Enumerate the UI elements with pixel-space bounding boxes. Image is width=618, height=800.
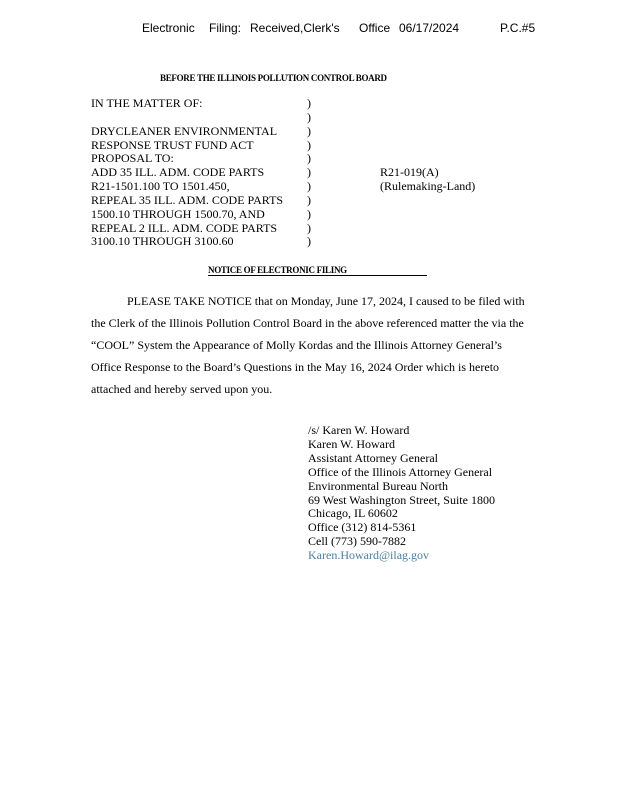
caption-paren: ) — [307, 123, 311, 138]
signer-city: Chicago, IL 60602 — [308, 506, 398, 521]
caption-paren: ) — [307, 179, 311, 194]
paragraph-line: attached and hereby served upon you. — [91, 382, 273, 396]
signer-bureau: Environmental Bureau North — [308, 478, 448, 493]
header-filing: Filing: — [209, 21, 242, 35]
signature-block — [308, 424, 495, 563]
caption-line: 3100.10 THROUGH 3100.60 — [91, 234, 234, 249]
caption-matter — [91, 97, 283, 249]
caption-paren: ) — [307, 192, 311, 207]
signer-office-phone: Office (312) 814-5361 — [308, 520, 417, 535]
paragraph-line: PLEASE TAKE NOTICE that on Monday, June 17, 2024, I caused to be filed with — [127, 294, 525, 308]
docket-type: (Rulemaking-Land) — [380, 178, 476, 193]
caption-docket — [380, 166, 475, 194]
caption-line: REPEAL 35 ILL. ADM. CODE PARTS — [91, 192, 284, 207]
paragraph-line: Office Response to the Board’s Questions in the May 16, 2024 Order which is hereto — [91, 360, 500, 374]
caption-line: ADD 35 ILL. ADM. CODE PARTS — [91, 165, 265, 180]
caption-line — [91, 111, 283, 125]
signature-line: /s/ Karen W. Howard — [308, 423, 410, 437]
signer-street: 69 West Washington Street, Suite 1800 — [308, 492, 495, 507]
caption-line: RESPONSE TRUST FUND ACT — [91, 137, 254, 152]
header-office: Office — [359, 21, 391, 35]
caption-paren: ) — [307, 96, 311, 110]
caption-paren: ) — [307, 109, 311, 124]
caption-line: REPEAL 2 ILL. ADM. CODE PARTS — [91, 220, 278, 235]
paragraph-line: “COOL” System the Appearance of Molly Kordas and the Illinois Attorney General’s — [91, 338, 502, 352]
caption-parentheses — [307, 97, 311, 249]
header-received: Received,Clerk's — [250, 21, 340, 35]
header-pc-number: P.C.#5 — [500, 21, 536, 35]
caption-line: DRYCLEANER ENVIRONMENTAL — [91, 123, 278, 138]
caption-line: IN THE MATTER OF: — [91, 96, 203, 110]
notice-paragraph — [91, 290, 591, 400]
caption-line: R21-1501.100 TO 1501.450, — [91, 179, 230, 194]
signer-title: Assistant Attorney General — [308, 450, 438, 465]
signer-email-link[interactable]: Karen.Howard@ilag.gov — [308, 548, 430, 563]
caption-paren: ) — [307, 220, 311, 235]
paragraph-line: the Clerk of the Illinois Pollution Control Board in the above referenced matter the via the — [91, 316, 524, 330]
docket-number: R21-019(A) — [380, 165, 439, 179]
caption-paren: ) — [307, 206, 311, 221]
board-title: BEFORE THE ILLINOIS POLLUTION CONTROL BOARD — [160, 73, 387, 83]
caption-paren: ) — [307, 234, 311, 249]
caption-paren: ) — [307, 165, 311, 180]
caption-line: 1500.10 THROUGH 1500.70, AND — [91, 206, 265, 221]
caption-paren: ) — [307, 151, 311, 166]
header-date: 06/17/2024 — [399, 21, 460, 35]
signer-cell-phone: Cell (773) 590-7882 — [308, 534, 406, 549]
caption-line: PROPOSAL TO: — [91, 151, 174, 166]
signer-office: Office of the Illinois Attorney General — [308, 464, 493, 479]
signer-name: Karen W. Howard — [308, 436, 395, 451]
notice-title: NOTICE OF ELECTRONIC FILING — [208, 265, 427, 276]
caption-paren: ) — [307, 137, 311, 152]
header-electronic: Electronic — [142, 21, 195, 35]
